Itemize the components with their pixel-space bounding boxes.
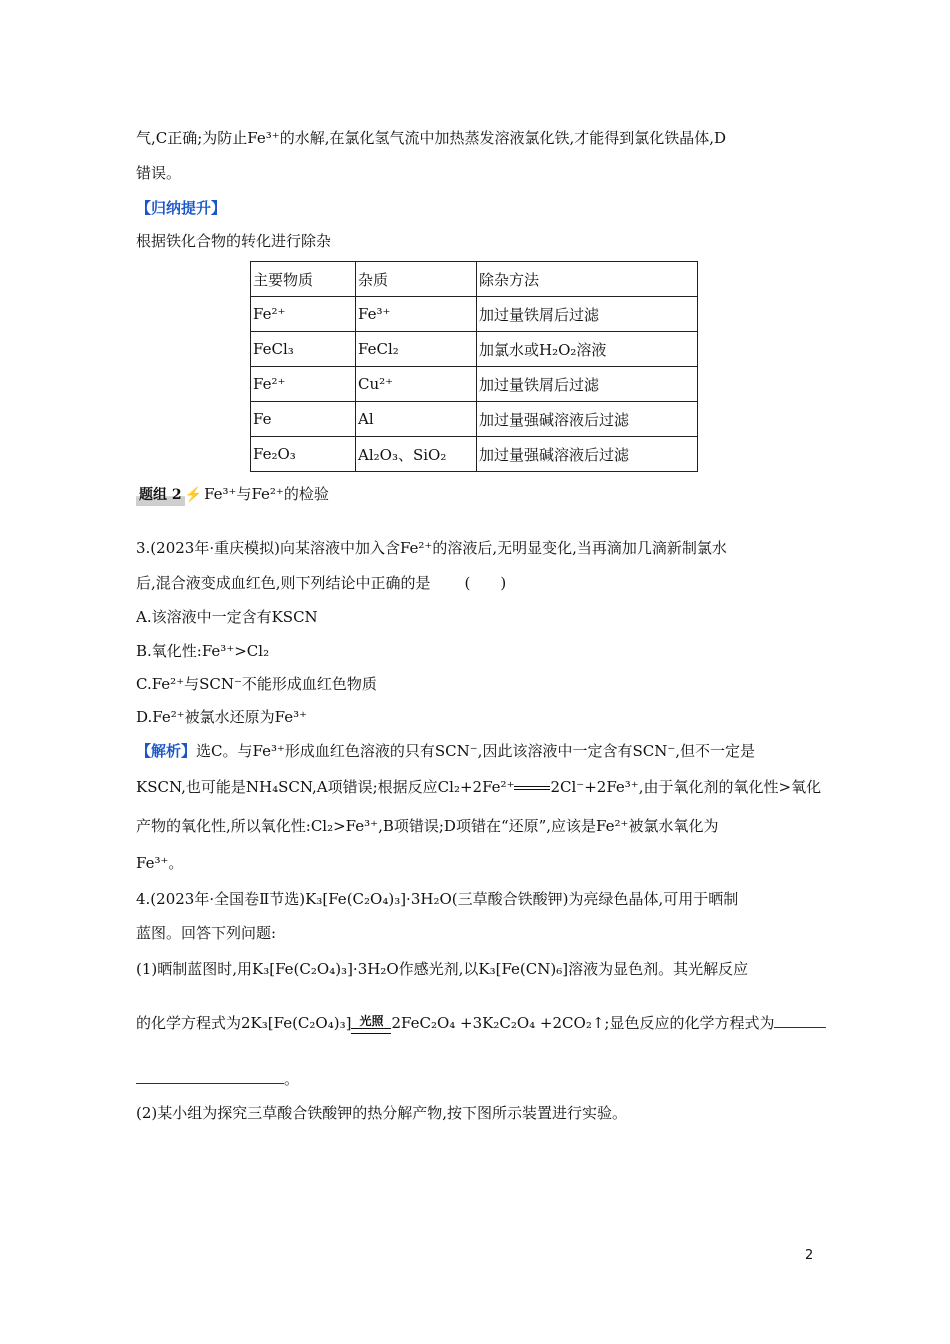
equation-products: 2FeC₂O₄ +3K₂C₂O₄ +2CO₂↑;显色反应的化学方程式为 — [391, 1014, 775, 1032]
q3-analysis-line-3: 产物的氧化性,所以氧化性:Cl₂>Fe³⁺,B项错误;D项错在“还原”,应该是Fe²⁺被氯水氧化为 — [136, 817, 719, 835]
summary-heading: 【归纳提升】 — [136, 199, 227, 217]
prev-answer-line-2: 错误。 — [136, 164, 182, 182]
analysis-label: 【解析】 — [136, 742, 197, 760]
table-header-cell: 除杂方法 — [477, 262, 698, 297]
lightning-icon: ⚡ — [184, 487, 203, 503]
blank-period: 。 — [284, 1070, 300, 1088]
purification-table — [250, 261, 698, 472]
q4-part1-line-1: (1)晒制蓝图时,用K₃[Fe(C₂O₄)₃]·3H₂O作感光剂,以K₃[Fe(CN)₆]溶液为显色剂。其光解反应 — [136, 960, 749, 978]
summary-intro: 根据铁化合物的转化进行除杂 — [136, 232, 332, 250]
table-cell: 加过量铁屑后过滤 — [477, 367, 698, 402]
q4-stem-line-2: 蓝图。回答下列问题: — [136, 924, 277, 942]
answer-blank-continued[interactable] — [136, 1069, 284, 1084]
q3-stem-line-2 — [136, 572, 506, 594]
table-cell: Fe²⁺ — [251, 297, 356, 332]
q4-stem-line-1: 4.(2023年·全国卷Ⅱ节选)K₃[Fe(C₂O₄)₃]·3H₂O(三草酸合铁酸钾)为亮绿色晶体,可用于晒制 — [136, 890, 739, 908]
table-cell: 加过量强碱溶液后过滤 — [477, 402, 698, 437]
q4-part1-line-2 — [136, 1012, 826, 1034]
table-row — [251, 437, 698, 472]
q4-part1-line-3 — [136, 1068, 299, 1090]
q3-stem-text: 后,混合液变成血红色,则下列结论中正确的是 — [136, 574, 431, 592]
page-number: 2 — [805, 1248, 814, 1263]
table-row — [251, 297, 698, 332]
table-cell: Al — [356, 402, 477, 437]
table-cell: Fe³⁺ — [356, 297, 477, 332]
analysis-text-after-equation: 2Cl⁻+2Fe³⁺,由于氧化剂的氧化性>氧化 — [550, 778, 822, 796]
table-cell: 加过量强碱溶液后过滤 — [477, 437, 698, 472]
table-row — [251, 332, 698, 367]
q3-stem-line-1: 3.(2023年·重庆模拟)向某溶液中加入含Fe²⁺的溶液后,无明显变化,当再滴加几滴新制氯水 — [136, 539, 727, 557]
table-cell: FeCl₂ — [356, 332, 477, 367]
table-header-row — [251, 262, 698, 297]
q3-analysis-line-2 — [136, 776, 821, 798]
table-row — [251, 402, 698, 437]
equals-bar — [351, 1028, 391, 1034]
reaction-condition — [351, 1015, 391, 1034]
group-heading — [136, 483, 329, 506]
q3-analysis-line-1 — [136, 740, 755, 762]
table-row — [251, 367, 698, 402]
q3-option-c: C.Fe²⁺与SCN⁻不能形成血红色物质 — [136, 675, 377, 693]
prev-answer-line-1: 气,C正确;为防止Fe³⁺的水解,在氯化氢气流中加热蒸发溶液氯化铁,才能得到氯化铁晶体,D — [136, 129, 727, 147]
q3-option-b: B.氧化性:Fe³⁺>Cl₂ — [136, 642, 270, 660]
q3-option-a: A.该溶液中一定含有KSCN — [136, 608, 318, 626]
table-header-cell: 主要物质 — [251, 262, 356, 297]
table-cell: Fe — [251, 402, 356, 437]
group-badge: 题组 2 — [136, 484, 185, 506]
table-cell: Fe²⁺ — [251, 367, 356, 402]
q3-option-d: D.Fe²⁺被氯水还原为Fe³⁺ — [136, 708, 308, 726]
analysis-text-before-equation: KSCN,也可能是NH₄SCN,A项错误;根据反应Cl₂+2Fe²⁺ — [136, 778, 515, 796]
table-cell: Fe₂O₃ — [251, 437, 356, 472]
table-header-cell: 杂质 — [356, 262, 477, 297]
equals-sign — [514, 782, 550, 794]
condition-label: 光照 — [359, 1013, 384, 1028]
q3-analysis-line-4: Fe³⁺。 — [136, 854, 184, 872]
answer-blank[interactable] — [774, 1013, 826, 1028]
analysis-text: 选C。与Fe³⁺形成血红色溶液的只有SCN⁻,因此该溶液中一定含有SCN⁻,但不一定是 — [196, 742, 756, 760]
table-cell: Al₂O₃、SiO₂ — [356, 437, 477, 472]
table-cell: 加氯水或H₂O₂溶液 — [477, 332, 698, 367]
group-title: Fe³⁺与Fe²⁺的检验 — [204, 485, 329, 503]
table-cell: 加过量铁屑后过滤 — [477, 297, 698, 332]
q4-part2: (2)某小组为探究三草酸合铁酸钾的热分解产物,按下图所示装置进行实验。 — [136, 1104, 628, 1122]
q3-answer-paren: ( ) — [464, 574, 507, 592]
equation-reactants: 的化学方程式为2K₃[Fe(C₂O₄)₃] — [136, 1014, 352, 1032]
table-cell: Cu²⁺ — [356, 367, 477, 402]
table-cell: FeCl₃ — [251, 332, 356, 367]
